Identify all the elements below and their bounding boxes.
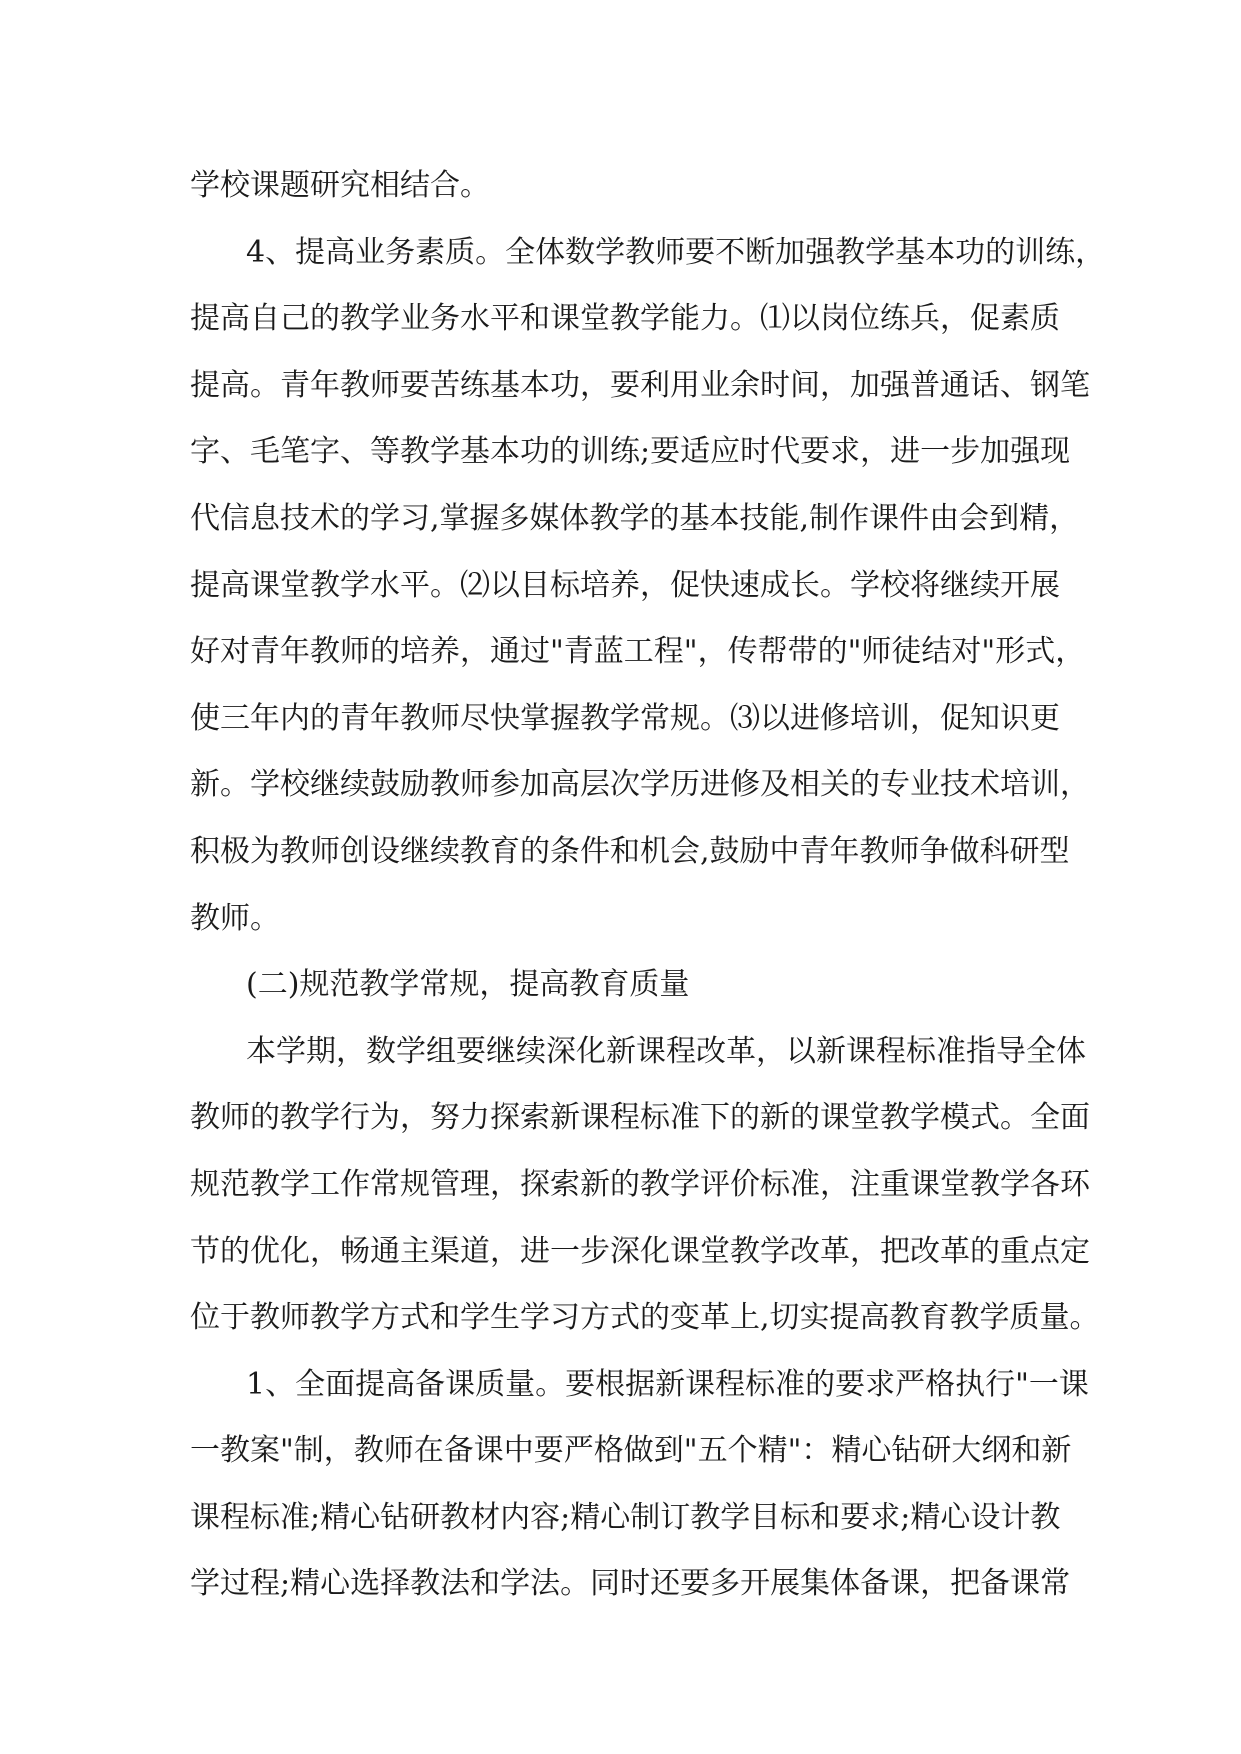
text-line: 一教案"制，教师在备课中要严格做到"五个精"：精心钻研大纲和新 bbox=[190, 1433, 1072, 1469]
text-line: 提高课堂教学水平。⑵以目标培养，促快速成长。学校将继续开展 bbox=[190, 567, 1060, 603]
text-line: 代信息技术的学习,掌握多媒体教学的基本技能,制作课件由会到精， bbox=[190, 500, 1080, 536]
text-line: 教师的教学行为，努力探索新课程标准下的新的课堂教学模式。全面 bbox=[190, 1100, 1090, 1136]
text-line: 积极为教师创设继续教育的条件和机会,鼓励中青年教师争做科研型 bbox=[190, 833, 1070, 869]
text-line: 学过程;精心选择教法和学法。同时还要多开展集体备课，把备课常 bbox=[190, 1566, 1071, 1602]
text-line: 好对青年教师的培养，通过"青蓝工程"，传帮带的"师徒结对"形式， bbox=[190, 634, 1086, 670]
text-line: (二)规范教学常规，提高教育质量 bbox=[246, 967, 690, 1003]
text-line: 规范教学工作常规管理，探索新的教学评价标准，注重课堂教学各环 bbox=[190, 1166, 1090, 1202]
text-line: 本学期，数学组要继续深化新课程改革，以新课程标准指导全体 bbox=[246, 1033, 1086, 1069]
text-line: 1、全面提高备课质量。要根据新课程标准的要求严格执行"一课 bbox=[246, 1366, 1089, 1402]
text-line: 提高自己的教学业务水平和课堂教学能力。⑴以岗位练兵，促素质 bbox=[190, 301, 1060, 337]
text-line: 4、提高业务素质。全体数学教师要不断加强教学基本功的训练， bbox=[246, 234, 1106, 270]
text-line: 使三年内的青年教师尽快掌握教学常规。⑶以进修培训，促知识更 bbox=[190, 700, 1060, 736]
text-line: 新。学校继续鼓励教师参加高层次学历进修及相关的专业技术培训， bbox=[190, 767, 1090, 803]
text-line: 节的优化，畅通主渠道，进一步深化课堂教学改革，把改革的重点定 bbox=[190, 1233, 1090, 1269]
text-line: 位于教师教学方式和学生学习方式的变革上,切实提高教育教学质量。 bbox=[190, 1300, 1100, 1336]
text-line: 字、毛笔字、等教学基本功的训练;要适应时代要求，进一步加强现 bbox=[190, 434, 1071, 470]
document-body bbox=[190, 153, 1106, 1618]
text-line: 提高。青年教师要苦练基本功，要利用业余时间，加强普通话、钢笔 bbox=[190, 367, 1090, 403]
text-line: 教师。 bbox=[190, 900, 280, 936]
text-line: 学校课题研究相结合。 bbox=[190, 168, 490, 203]
text-line: 课程标准;精心钻研教材内容;精心制订教学目标和要求;精心设计教 bbox=[190, 1499, 1061, 1535]
